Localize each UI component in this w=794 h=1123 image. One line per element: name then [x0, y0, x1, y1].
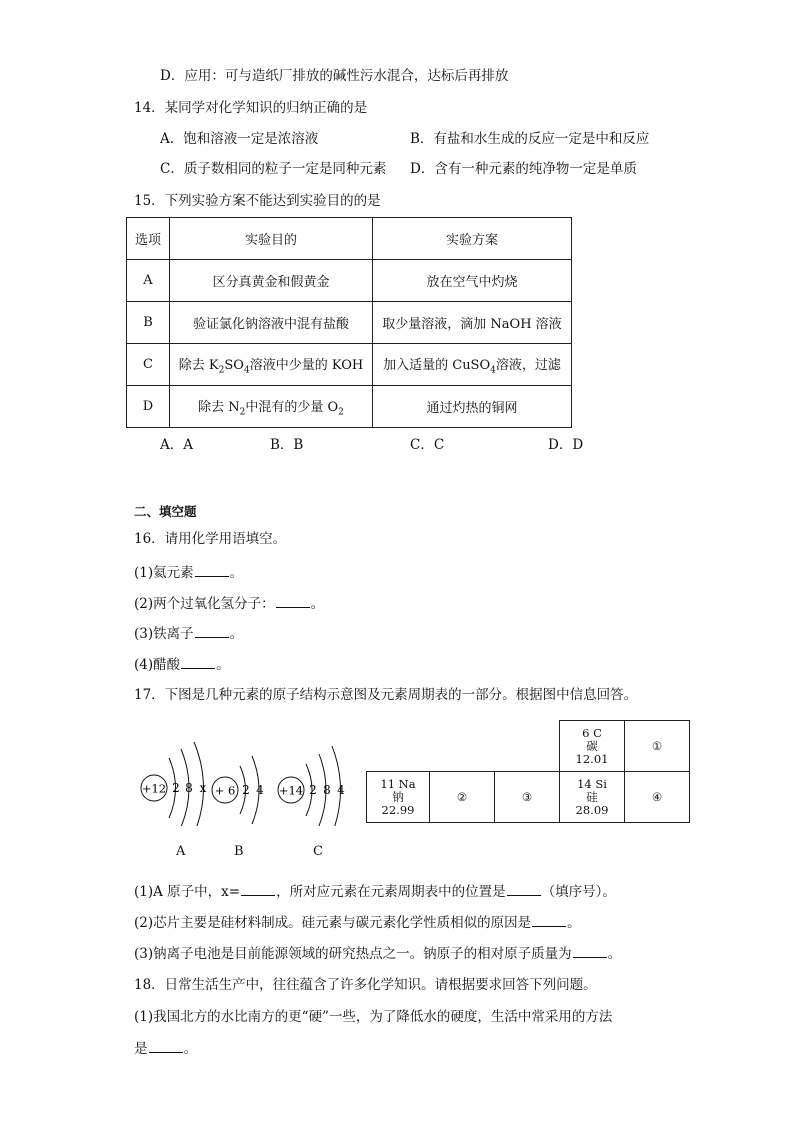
atom-structure-diagrams [134, 736, 359, 826]
answer-blank[interactable] [149, 1040, 183, 1053]
q17-stem: 17．下图是几种元素的原子结构示意图及元素周期表的一部分。根据图中信息回答。 [134, 687, 638, 703]
answer-blank[interactable] [507, 883, 541, 896]
header-plan: 实验方案 [373, 218, 572, 260]
header-option: 选项 [127, 218, 170, 260]
q14-option-c: C．质子数相同的粒子一定是同种元素 [160, 161, 387, 177]
table-header-row [127, 218, 572, 260]
atom-a-label: A [176, 844, 186, 859]
atom-b-diagram [212, 756, 264, 824]
atom-c-diagram [278, 746, 345, 826]
atom-b-nucleus: + 6 [214, 783, 236, 798]
table-row [127, 386, 572, 428]
header-goal: 实验目的 [170, 218, 373, 260]
row-d-option: D [127, 386, 170, 428]
atom-a-shell-2: 8 [185, 781, 193, 795]
cell-blank-2: ② [430, 772, 495, 823]
cell-carbon: 6 C 碳 12.01 [560, 721, 625, 772]
q13-option-d: D．应用：可与造纸厂排放的碱性污水混合，达标后再排放 [160, 68, 509, 84]
answer-blank[interactable] [241, 883, 275, 896]
q17-sub-2: (2)芯片主要是硅材料制成。硅元素与碳元素化学性质相似的原因是 。 [134, 915, 581, 931]
row-c-plan: 加入适量的 CuSO$_4$溶液，过滤 [373, 344, 572, 386]
q14-stem: 14．某同学对化学知识的归纳正确的是 [134, 100, 368, 116]
row-d-plan: 通过灼热的铜网 [373, 386, 572, 428]
q15-answer-b: B．B [270, 437, 304, 453]
answer-blank[interactable] [276, 595, 310, 608]
q16-stem: 16．请用化学用语填空。 [134, 531, 287, 547]
answer-blank[interactable] [195, 564, 229, 577]
cell-blank-3: ③ [495, 772, 560, 823]
q14-option-b: B．有盐和水生成的反应一定是中和反应 [410, 131, 650, 147]
atom-c-nucleus: +14 [278, 783, 304, 798]
q15-answer-a: A．A [160, 437, 193, 453]
q15-answer-d: D．D [548, 437, 584, 453]
q16-item-1: (1)氦元素 。 [134, 565, 244, 581]
atom-b-label: B [234, 844, 244, 859]
atom-a-nucleus: +12 [141, 781, 167, 796]
q15-table [126, 217, 572, 428]
q14-option-a: A．饱和溶液一定是浓溶液 [160, 131, 319, 147]
row-b-plan: 取少量溶液，滴加 NaOH 溶液 [373, 302, 572, 344]
atom-c-shell-1: 2 [309, 783, 317, 797]
answer-blank[interactable] [573, 945, 607, 958]
q16-item-3: (3)铁离子 。 [134, 626, 244, 642]
table-row [127, 344, 572, 386]
answer-blank[interactable] [181, 656, 215, 669]
answer-blank[interactable] [532, 914, 566, 927]
atom-c-label: C [313, 844, 323, 859]
atom-a-diagram [141, 742, 207, 826]
row-b-option: B [127, 302, 170, 344]
q18-sub-1-line2: 是 。 [134, 1041, 197, 1057]
atom-c-shell-3: 4 [337, 783, 345, 797]
q18-stem: 18．日常生活生产中，往往蕴含了许多化学知识。请根据要求回答下列问题。 [134, 977, 597, 993]
row-b-goal: 验证氯化钠溶液中混有盐酸 [170, 302, 373, 344]
table-row [127, 302, 572, 344]
q14-option-d: D．含有一种元素的纯净物一定是单质 [410, 161, 637, 177]
q17-sub-1: (1)A 原子中，x= ，所对应元素在元素周期表中的位置是 （填序号）。 [134, 884, 616, 900]
row-a-plan: 放在空气中灼烧 [373, 260, 572, 302]
row-c-goal: 除去 $K_2SO_4$溶液中少量的 KOH [170, 344, 373, 386]
cell-blank-4: ④ [625, 772, 690, 823]
cell-blank-1: ① [625, 721, 690, 772]
table-row [127, 260, 572, 302]
q15-answer-c: C．C [410, 437, 445, 453]
section-title: 二、填空题 [134, 504, 197, 519]
q17-sub-3: (3)钠离子电池是目前能源领域的研究热点之一。钠原子的相对原子质量为 。 [134, 946, 622, 962]
row-d-goal: 除去 $N_2$中混有的少量 $O_2$ [170, 386, 373, 428]
atom-b-shell-1: 2 [242, 783, 250, 797]
cell-silicon: 14 Si 硅 28.09 [560, 772, 625, 823]
q16-item-2: (2)两个过氧化氢分子： 。 [134, 596, 325, 612]
row-a-goal: 区分真黄金和假黄金 [170, 260, 373, 302]
atom-c-shell-2: 8 [323, 783, 331, 797]
q16-item-4: (4)醋酸 。 [134, 657, 230, 673]
atom-b-shell-2: 4 [256, 783, 264, 797]
atom-a-shell-1: 2 [172, 781, 180, 795]
row-a-option: A [127, 260, 170, 302]
q15-stem: 15．下列实验方案不能达到实验目的的是 [134, 193, 381, 209]
answer-blank[interactable] [195, 625, 229, 638]
q18-sub-1-line1: (1)我国北方的水比南方的更“硬”一些，为了降低水的硬度，生活中常采用的方法 [134, 1009, 613, 1025]
periodic-table-fragment [366, 720, 690, 823]
atom-a-shell-3: x [199, 781, 207, 795]
cell-sodium: 11 Na 钠 22.99 [367, 772, 430, 823]
row-c-option: C [127, 344, 170, 386]
